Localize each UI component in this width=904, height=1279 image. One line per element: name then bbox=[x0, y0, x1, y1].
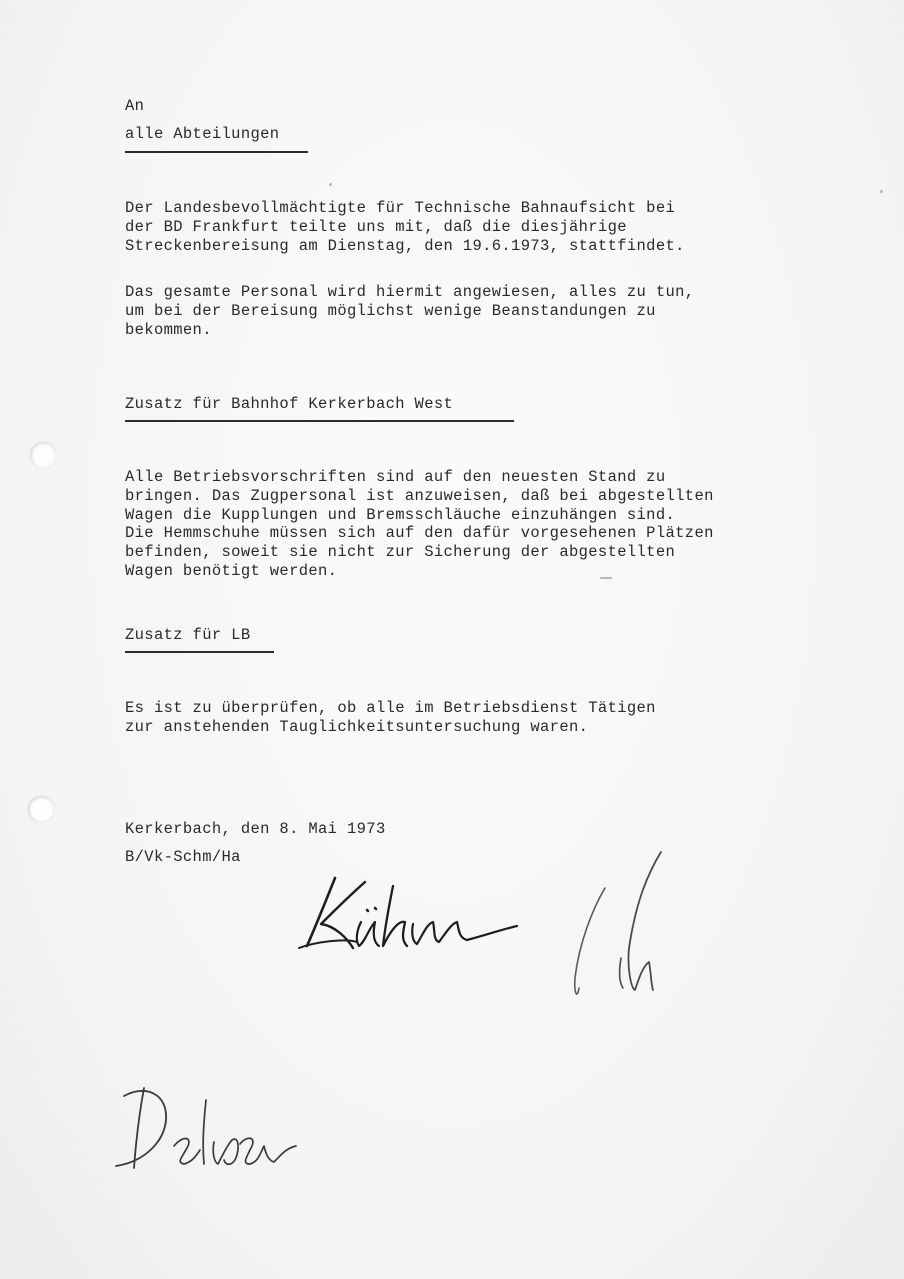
paragraph-2-line: bekommen. bbox=[125, 321, 212, 339]
paragraph-2-line: um bei der Bereisung möglichst wenige Beanstandungen zu bbox=[125, 302, 656, 320]
paragraph-1-line: Streckenbereisung am Dienstag, den 19.6.1973, stattfindet. bbox=[125, 237, 685, 255]
recipient-addressee: alle Abteilungen bbox=[125, 125, 280, 143]
section-west-line: befinden, soweit sie nicht zur Sicherung der abgestellten bbox=[125, 543, 676, 561]
signature-initials bbox=[565, 848, 675, 1008]
paragraph-2-line: Das gesamte Personal wird hiermit angewiesen, alles zu tun, bbox=[125, 283, 695, 301]
section-west-line: Wagen benötigt werden. bbox=[125, 562, 338, 580]
paper-speck bbox=[880, 190, 883, 193]
section-lb-line: Es ist zu überprüfen, ob alle im Betriebsdienst Tätigen bbox=[125, 699, 656, 717]
section-lb-heading: Zusatz für LB bbox=[125, 626, 251, 644]
paragraph-1-line: der BD Frankfurt teilte uns mit, daß die diesjährige bbox=[125, 218, 627, 236]
section-west-heading: Zusatz für Bahnhof Kerkerbach West bbox=[125, 395, 454, 413]
recipient-underline bbox=[125, 151, 308, 153]
place-date: Kerkerbach, den 8. Mai 1973 bbox=[125, 820, 386, 838]
section-west-line: Die Hemmschuhe müssen sich auf den dafür vorgesehenen Plätzen bbox=[125, 524, 714, 542]
paragraph-1-line: Der Landesbevollmächtigte für Technische Bahnaufsicht bei bbox=[125, 199, 676, 217]
section-west-line: Alle Betriebsvorschriften sind auf den neuesten Stand zu bbox=[125, 468, 666, 486]
section-west-line: Wagen die Kupplungen und Bremsschläuche einzuhängen sind. bbox=[125, 506, 676, 524]
handwritten-note bbox=[110, 1080, 310, 1180]
section-lb-underline bbox=[125, 651, 274, 653]
paper-speck bbox=[600, 577, 612, 579]
paper-speck bbox=[329, 183, 332, 186]
punch-hole-upper bbox=[30, 442, 56, 468]
section-lb-line: zur anstehenden Tauglichkeitsuntersuchung waren. bbox=[125, 718, 589, 736]
reference-code: B/Vk-Schm/Ha bbox=[125, 848, 241, 866]
punch-hole-lower bbox=[28, 796, 54, 822]
recipient-prefix: An bbox=[125, 97, 145, 115]
signature-primary bbox=[295, 868, 535, 958]
section-west-underline bbox=[125, 420, 514, 422]
section-west-line: bringen. Das Zugpersonal ist anzuweisen, daß bei abgestellten bbox=[125, 487, 714, 505]
